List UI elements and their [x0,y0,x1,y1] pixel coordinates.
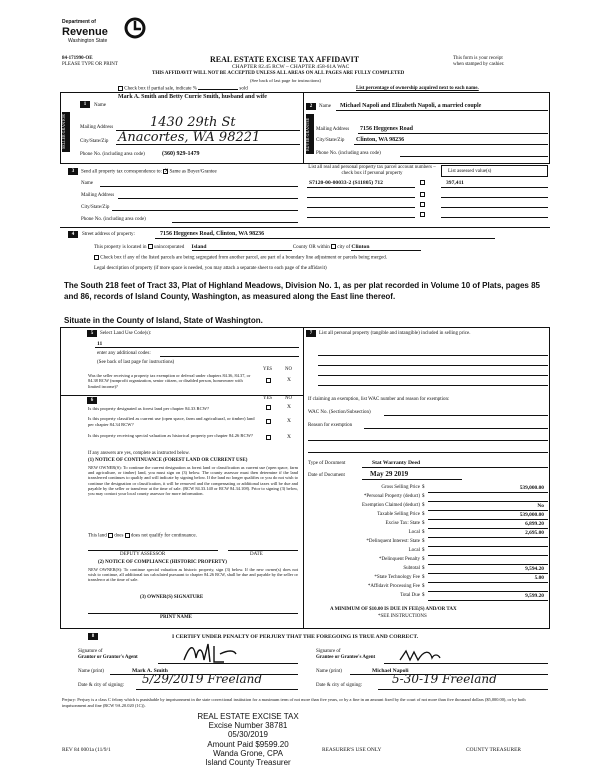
stamp-line-1: REAL ESTATE EXCISE TAX [197,712,299,721]
receipt-note-2: when stamped by cashier. [453,62,505,67]
grantee-name: Michael Napoli [372,668,409,674]
tax-row: *State Technology Fee $ 5.00 [308,575,548,584]
tax-row: *Personal Property (deduct) $ [308,494,548,503]
s5-no-mark[interactable]: X [287,377,291,383]
tax-row: *Affidavit Processing Fee $ [308,584,548,593]
s3-phone-label: Phone No. (including area code) [81,217,146,222]
exemption-question: Was the seller receiving a property tax exemption or deferral under chapters 84.36, 84.37, or 84.38 RCW (nonprofit organization, senior citizen, or disabled person, homeowner with limited income)? [88,373,251,389]
grantee-signature-icon [398,648,442,664]
continuance-row: This land does does not qualify for continuance. [88,533,197,539]
county-value: Island [192,244,292,251]
assessed-header: List assessed value(s) [448,169,492,174]
notice2-title: (2) NOTICE OF COMPLIANCE (HISTORIC PROPERTY) [98,560,227,565]
same-as-buyer-checkbox[interactable]: X [164,168,169,174]
print-name-label: PRINT NAME [160,615,192,620]
seller-mailing: 1430 29th St [150,115,236,130]
reason-label: Reason for exemption [308,423,353,428]
s5-no: NO [285,367,292,372]
grantor-date-label: Date & city of signing: [78,683,125,688]
exemption-claim-label: If claiming an exemption, list WAC number and reason for exemption: [308,397,450,402]
s3-name-label: Name [81,181,93,186]
parcel2-checkbox[interactable] [420,192,425,197]
additional-codes-label: enter any additional codes: [97,351,151,356]
tax-row: *Delinquent Interest: State $ [308,539,548,548]
stamp-line-2: Excise Number 38781 [208,721,288,731]
grantee-sig-label-2: Grantee or Grantee's Agent [316,655,376,660]
parcel-number: S7120-00-00033-2 (S11805) 712 [309,180,383,186]
historic-yes-checkbox[interactable] [266,435,271,440]
grantor-name: Mark A. Smith [132,668,168,674]
s6-no: NO [285,396,292,401]
situate-text: Situate in the County of Island, State of Washington. [64,316,263,325]
tax-row: Taxable Selling Price $ 539,000.00 [308,512,548,521]
dept-of-text: Department of [62,19,96,25]
forest-question: Is this property designated as forest land per chapter 84.33 RCW? [88,406,210,411]
stamp-line-5: Wanda Grone, CPA [213,748,283,758]
doc-date-label: Date of Document [308,473,345,478]
current-use-yes-checkbox[interactable] [266,419,271,424]
tax-row: Local $ [308,548,548,557]
s5-yes: YES [263,367,273,372]
assessed-value: 397,411 [446,180,464,186]
receipt-note-1: This form is your receipt [453,56,503,61]
notice1-title: (1) NOTICE OF CONTINUANCE (FOREST LAND OR CURRENT USE) [88,458,248,463]
tax-row: Local $ 2,695.00 [308,530,548,539]
seller-phone: (360) 929-1479 [162,151,200,157]
tax-row: Excise Tax: State $ 6,899.20 [308,521,548,530]
revenue-text: Revenue [62,26,108,38]
s3-city-label: City/State/Zip [81,205,110,210]
seller-city: Anacortes, WA 98221 [118,130,261,145]
stamp-line-6: Island County Treasurer [205,757,291,767]
notice2-text: NEW OWNER(S): To continue special valuation as historic property, sign (3) below. If the new owner(s) does not wish to continue, all additional tax calculated pursuant to chapter 84.26 RCW, shall be due and payable by the seller or transferor at the time of sale. [88,567,298,583]
doc-date-value: May 29 2019 [370,470,409,478]
deputy-assessor: DEPUTY ASSESSOR [120,552,166,557]
seller-city-label: City/State/Zip [80,139,109,144]
seller-name: Mark A. Smith and Betty Currie Smith, husband and wife [118,94,267,100]
segregated-row: Check box if any of the listed parcels are being segregated from another parcel, are part of a boundary line adjustment or parcels being merged. [94,255,387,261]
owner-signature-label: (3) OWNER(S) SIGNATURE [140,595,204,600]
street-label: Street address of property: [82,232,135,237]
seller-mailing-label: Mailing Address [80,125,114,130]
tax-row: Total Due $ 9,599.20 [308,593,548,602]
parcel-personal-checkbox[interactable] [420,180,425,185]
city-value: Clinton [351,244,421,251]
parcel3-checkbox[interactable] [420,202,425,207]
legal-description: The South 218 feet of Tract 33, Plat of Highland Meadows, Division No. 1, as per plat recorded in Volume 10 of Plats, pages 85 and 86, records of Island County, Washington, as measured along the East line thereof. [64,281,540,301]
land-use-code: 11 [97,341,103,347]
parcel4-checkbox[interactable] [420,212,425,217]
partial-sale-label: Check box if partial sale, indicate % [124,86,197,92]
does-not-checkbox[interactable] [125,533,130,538]
unincorporated-checkbox[interactable] [148,244,153,249]
buyer-city-label: City/State/Zip [316,138,345,143]
historic-question: Is this property receiving special valuation as historical property per chapter 84.26 RCW? [88,433,253,438]
land-use-label: Select Land Use Code(s): [100,331,152,336]
seller-name-label: Name [94,103,106,108]
tax-row: *Delinquent Penalty $ [308,557,548,566]
form-see-back: (See back of last page for instructions) [250,78,321,83]
grantor-sig-label-1: Signature of [78,649,103,654]
personal-property-label: List all personal property (tangible and intangible) included in selling price. [319,331,471,336]
see-instructions: *SEE INSTRUCTIONS [378,614,427,619]
wac-label: WAC No. (Section/Subsection) [308,410,371,415]
tax-row: Exemption Claimed (deduct) $ No [308,503,548,512]
minimum-due: A MINIMUM OF $10.00 IS DUE IN FEE(S) AND/OR TAX [330,607,457,612]
buyer-mailing-label: Mailing Address [316,127,350,132]
s5-see-back: (See back of last page for instructions) [97,360,175,365]
if-yes-text: If any answers are yes, complete as instructed below. [88,451,190,456]
s6-yes: YES [263,396,273,401]
forest-yes-checkbox[interactable] [266,405,271,410]
stamp-line-4: Amount Paid $9599.20 [207,739,289,749]
seller-side-label: SELLER GRANTOR [62,112,70,152]
please-type: PLEASE TYPE OR PRINT [62,62,118,67]
county-treasurer: COUNTY TREASURER [466,747,521,753]
doc-type-value: Stat Warranty Deed [372,460,421,466]
buyer-city: Clinton, WA 98236 [356,137,405,143]
current-use-question: Is this property classified as current use (open space, farm and agricultural, or timber) land per chapter 84.34 RCW? [88,416,255,427]
perjury-text: Perjury: Perjury is a class C felony which is punishable by imprisonment in the state correctional institution for a maximum term of not more than five years, or by a fine in an amount fixed by the court of not more than five thousand dollars ($5,000.00), or by both imprisonment and fine (RCW 9A.20.020 (1C)). [62,697,526,708]
grantor-name-label: Name (print) [78,669,104,674]
historic-no-mark[interactable]: X [287,434,291,440]
deputy-date: DATE [250,552,263,557]
form-id: 84-171990-OE [62,56,93,61]
forest-no-mark[interactable]: X [287,404,291,410]
wa-state-text: Washington State [68,38,108,44]
current-use-no-mark[interactable]: X [287,418,291,424]
city-checkbox[interactable] [331,244,336,249]
grantor-sig-label-2: Grantor or Grantor's Agent [78,655,138,660]
partial-sold: sold [239,86,248,92]
grantor-date: 5/29/2019 Freeland [142,672,263,686]
buyer-name-label: Name [319,104,331,109]
list-percentage: List percentage of ownership acquired next to each name. [356,86,479,91]
doc-type-label: Type of Document [308,461,346,466]
tax-row: Gross Selling Price $ 539,000.00 [308,485,548,494]
seller-phone-label: Phone No. (including area code) [80,152,145,157]
tax-row: Subtotal $ 9,594.20 [308,566,548,575]
revenue-swoosh-icon [124,17,146,39]
notice1-text: NEW OWNER(S): To continue the current designation as forest land or classification as current use (open space, farm and agriculture, or timber) land, you must sign on (3) below. The county assessor must then determine if the land transferred continues to qualify and will indicate by signing below. If the land no longer qualifies or you do not wish to continue the designation or classification, it will be removed and the compensating or additional taxes will be due and payable by the seller or transferor at the time of sale. (RCW 84.33.140 or RCW 84.34.108). Prior to signing (3) below, you may contact your local county assessor for more information. [88,465,298,496]
grantee-sig-label-1: Signature of [316,649,341,654]
buyer-phone-label: Phone No. (including area code) [316,151,381,156]
form-chapter: CHAPTER 82.45 RCW – CHAPTER 458-61A WAC [232,64,350,70]
rev-number: REV 84 0001a (11/9/1 [62,747,111,753]
correspondence-row: Send all property tax correspondence to: X Same as Buyer/Grantee [81,168,217,175]
grantee-date-label: Date & city of signing: [316,683,363,688]
revenue-logo [62,17,154,51]
segregated-checkbox[interactable] [94,255,99,260]
form-title: REAL ESTATE EXCISE TAX AFFIDAVIT [210,55,360,64]
treasurer-stamp [168,712,328,767]
buyer-side-label: BUYER GRANTEE [306,114,314,154]
does-checkbox[interactable] [108,533,113,538]
buyer-mailing: 7156 Heggenes Road [360,126,413,132]
tax-table [308,485,548,602]
certify-text: I CERTIFY UNDER PENALTY OF PERJURY THAT THE FOREGOING IS TRUE AND CORRECT. [172,634,419,640]
street-address: 7156 Heggenes Road, Clinton, WA 98236 [160,231,265,237]
location-row: This property is located in unincorporated Island County OR within city of Clinton [94,244,421,251]
legal-label: Legal description of property (if more space is needed, you may attach a separate sheet to each page of the affidavit) [94,266,327,271]
treasurer-use-only: REASURER'S USE ONLY [322,747,382,753]
partial-sale-checkbox[interactable] [118,86,123,91]
buyer-name: Michael Napoli and Elizabeth Napoli, a married couple [340,103,482,109]
parcel-header: List all real and personal property tax parcel account numbers – check box if personal property [308,165,436,176]
grantee-date: 5-30-19 Freeland [392,672,497,686]
grantee-name-label: Name (print) [316,669,342,674]
stamp-line-3: 05/30/2019 [227,730,269,740]
s3-mailing-label: Mailing Address [81,193,115,198]
form-warning: THIS AFFIDAVIT WILL NOT BE ACCEPTED UNLESS ALL AREAS ON ALL PAGES ARE FULLY COMPLETED [152,71,405,76]
s5-yes-checkbox[interactable] [266,378,271,383]
